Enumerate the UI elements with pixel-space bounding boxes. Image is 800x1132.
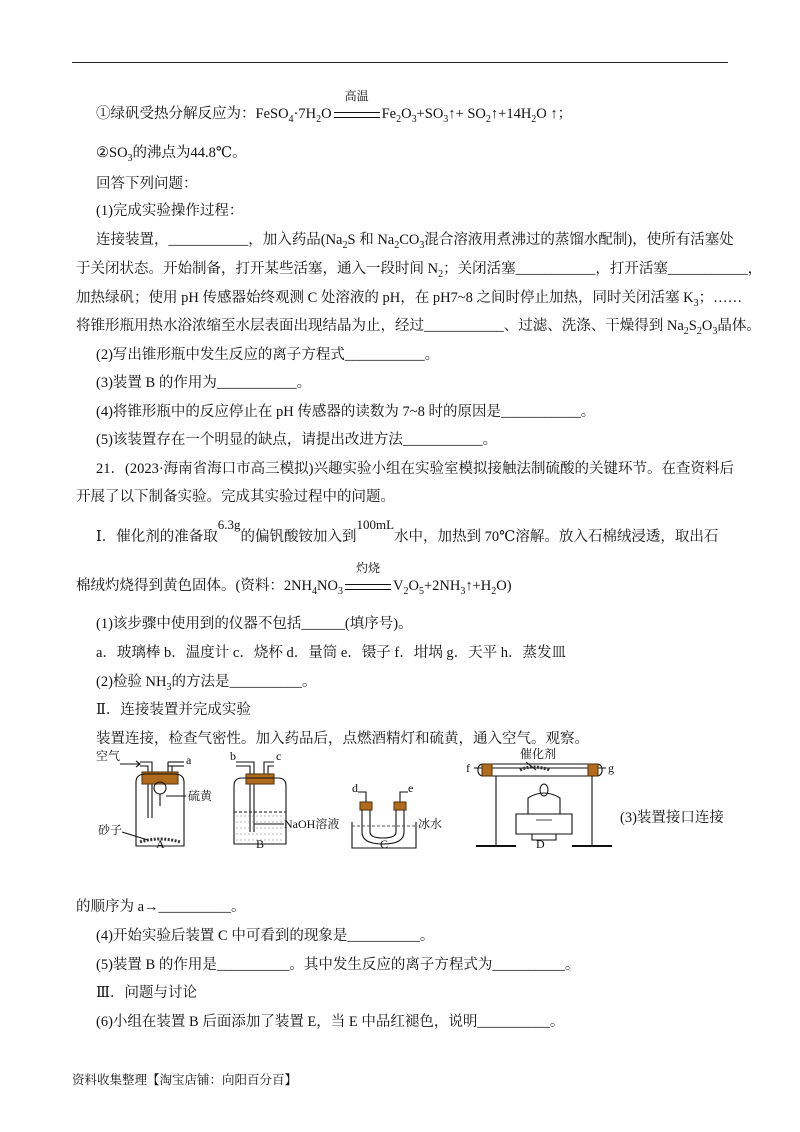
- question-1-title: (1)完成实验操作过程：: [96, 203, 244, 219]
- part-1-question-2: (2)检验 $NH_3$的方法是__________。: [96, 674, 317, 693]
- part-1-line-2: 棉绒灼烧得到黄色固体。(资料：$2NH_4NO_3$ 灼烧 $V_2O_5+2NH_3↑+H_2O$): [76, 561, 512, 597]
- question-3: (3)装置 B 的作用为___________。: [96, 375, 312, 391]
- part-2-title: Ⅱ．连接装置并完成实验: [96, 702, 251, 718]
- question-1-line-2: 于关闭状态。开始制备，打开某些活塞，通入一段时间 $N_2$；关闭活塞___________，打开活塞___________，: [76, 261, 763, 280]
- label-air: 空气: [96, 749, 121, 763]
- label-g: g: [608, 761, 614, 775]
- label-f: f: [466, 761, 470, 775]
- footer-note: 资料收集整理【淘宝店铺：向阳百分百】: [72, 1072, 298, 1087]
- question-4: (4)将锥形瓶中的反应停止在 pH 传感器的读数为 7~8 时的原因是___________。: [96, 404, 596, 420]
- part-1-line-1: Ⅰ．催化剂的准备取6.3g的偏钒酸铵加入到100mL水中，加热到 70℃溶解。放入石棉绒浸透，取出石: [96, 517, 719, 545]
- label-sand: 砂子: [98, 823, 123, 837]
- label-naoh: NaOH溶液: [284, 817, 340, 831]
- part-2-question-4: (4)开始实验后装置 C 中可看到的现象是__________。: [96, 928, 435, 944]
- question-5: (5)该装置存在一个明显的缺点，请提出改进方法___________。: [96, 432, 498, 448]
- label-C: C: [380, 837, 389, 850]
- label-D: D: [536, 837, 545, 850]
- part-3-title: Ⅲ．问题与讨论: [96, 985, 197, 1001]
- question-3-part-b: 的顺序为 a→__________。: [76, 899, 246, 915]
- apparatus-labels: [156, 837, 545, 850]
- problem-21-line-1: 21．(2023·海南省海口市高三模拟)兴趣实验小组在实验室模拟接触法制硫酸的关键环节。在查资料后: [96, 461, 734, 477]
- label-catalyst: 催化剂: [520, 748, 557, 761]
- apparatus-c: [352, 781, 442, 848]
- question-1-line-3: 加热绿矾；使用 pH 传感器始终观测 C 处溶液的 pH，在 pH7~8 之间时停止加热，同时关闭活塞 $K_3$；……: [76, 290, 743, 309]
- part-1-question-1: (1)该步骤中使用到的仪器不包括______(填序号)。: [96, 616, 413, 632]
- header-rule: [72, 62, 728, 63]
- question-1-line-4: 将锥形瓶用热水浴浓缩至水层表面出现结晶为止，经过___________、过滤、洗涤、干燥得到 $Na_2S_2O_3$晶体。: [76, 318, 761, 337]
- label-c: c: [276, 749, 282, 763]
- label-ice: 冰水: [418, 817, 443, 831]
- label-B: B: [256, 837, 265, 850]
- label-d: d: [352, 781, 358, 795]
- label-e: e: [408, 781, 414, 795]
- apparatus-diagram: [96, 748, 616, 850]
- question-1-line-1: 连接装置，___________，加入药品($Na_2S$ 和 $Na_2CO_3$混合溶液用煮沸过的蒸馏水配制)，使所有活塞处: [96, 232, 734, 251]
- condition-high-temp: 高温: [334, 104, 380, 124]
- condition-burn: 灼烧: [345, 576, 391, 596]
- apparatus-d: [466, 748, 614, 846]
- question-2: (2)写出锥形瓶中发生反应的离子方程式___________。: [96, 347, 440, 363]
- apparatus-a: [96, 748, 213, 846]
- part-2-question-5: (5)装置 B 的作用是__________。其中发生反应的离子方程式为__________。: [96, 957, 580, 973]
- info-line-1: ①绿矾受热分解反应为：$FeSO_4\cdot 7H_2O$ 高温 $Fe_2O_3+SO_3↑+$ $SO_2↑+14H_2O$ ↑；: [96, 89, 573, 125]
- part-3-question-6: (6)小组在装置 B 后面添加了装置 E，当 E 中品红褪色，说明__________。: [96, 1014, 565, 1030]
- label-sulfur: 硫黄: [188, 789, 213, 803]
- part-1-options: a．玻璃棒 b．温度计 c．烧杯 d．量筒 e．镊子 f．坩埚 g．天平 h．蒸发皿: [96, 645, 567, 661]
- apparatus-b: [230, 749, 339, 844]
- label-A: A: [156, 837, 165, 850]
- question-3-part-a: (3)装置接口连接: [620, 810, 724, 826]
- label-b: b: [230, 749, 236, 763]
- label-a: a: [186, 753, 192, 767]
- part-2-intro: 装置连接，检查气密性。加入药品后，点燃酒精灯和硫黄，通入空气。观察。: [96, 731, 589, 747]
- question-intro: 回答下列问题：: [96, 176, 198, 192]
- problem-21-line-2: 开展了以下制备实验。完成其实验过程中的问题。: [76, 489, 395, 505]
- info-line-2: $②SO_3$的沸点为44.8℃。: [96, 145, 247, 164]
